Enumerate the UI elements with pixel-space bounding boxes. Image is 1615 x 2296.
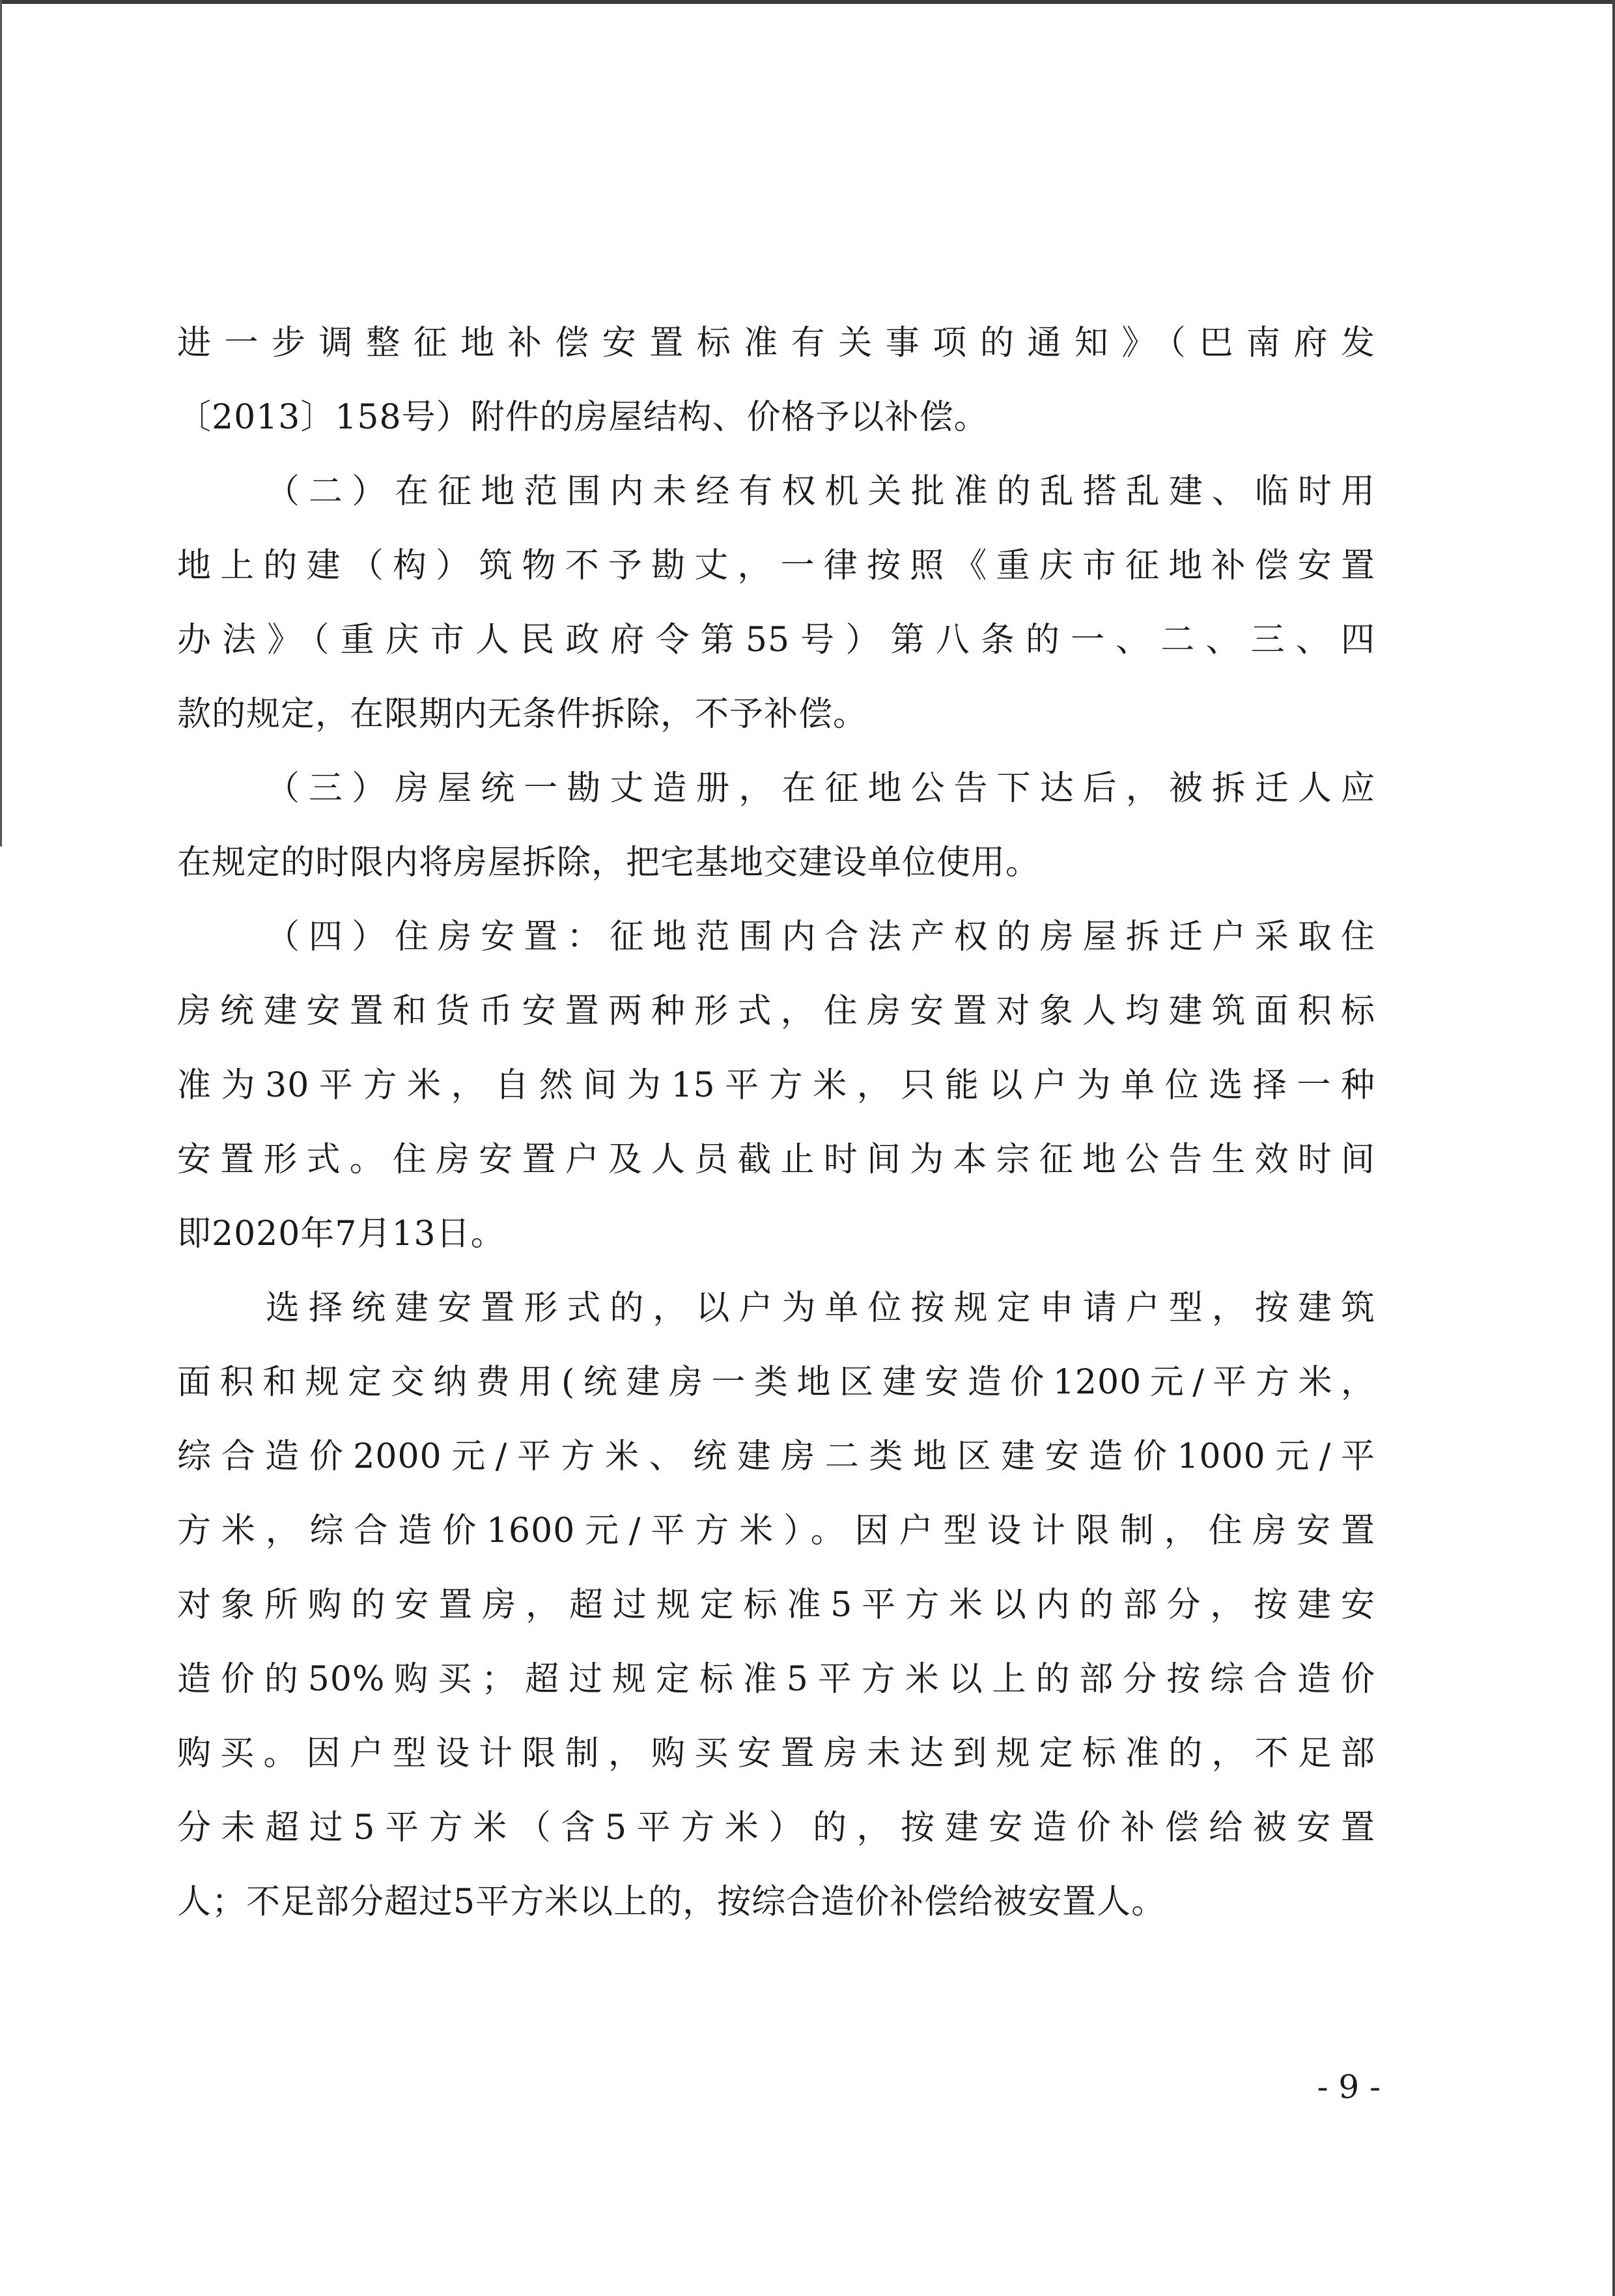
page-number: - 9 - (1317, 2068, 1381, 2106)
scan-border-left (0, 0, 2, 847)
text-line: 即2020年7月13日。 (177, 1214, 505, 1253)
paragraph-item-3 (177, 751, 1375, 900)
text-line: （四）住房安置：征地范围内合法产权的房屋拆迁户采取住 (266, 917, 1375, 957)
text-line: 地上的建（构）筑物不予勘丈，一律按照《重庆市征地补偿安置 (177, 546, 1375, 585)
text-line: 分未超过5平方米（含5平方米）的，按建安造价补偿给被安置 (177, 1808, 1375, 1847)
text-line: 进一步调整征地补偿安置标准有关事项的通知》（巴南府发 (177, 324, 1375, 363)
text-line: 造价的50%购买；超过规定标准5平方米以上的部分按综合造价 (177, 1660, 1375, 1699)
paragraph-unified-housing (177, 1271, 1375, 1939)
text-line: 综合造价2000元/平方米、统建房二类地区建安造价1000元/平 (177, 1437, 1375, 1476)
text-line: 选择统建安置形式的，以户为单位按规定申请户型，按建筑 (266, 1289, 1375, 1328)
text-line: 房统建安置和货币安置两种形式，住房安置对象人均建筑面积标 (177, 992, 1375, 1031)
text-line: 〔2013〕158号）附件的房屋结构、价格予以补偿。 (177, 398, 989, 437)
text-line: （二）在征地范围内未经有权机关批准的乱搭乱建、临时用 (266, 472, 1375, 511)
text-line: 在规定的时限内将房屋拆除，把宅基地交建设单位使用。 (177, 843, 1041, 882)
paragraph-item-2 (177, 455, 1375, 751)
text-line: 购买。因户型设计限制，购买安置房未达到规定标准的，不足部 (177, 1734, 1375, 1773)
text-line: 人；不足部分超过5平方米以上的，按综合造价补偿给被安置人。 (177, 1883, 1166, 1922)
text-line: 准为30平方米，自然间为15平方米，只能以户为单位选择一种 (177, 1066, 1375, 1105)
text-line: 办法》（重庆市人民政府令第55号）第八条的一、二、三、四 (177, 621, 1375, 660)
text-line: （三）房屋统一勘丈造册，在征地公告下达后，被拆迁人应 (266, 769, 1375, 808)
scan-border-right (1612, 0, 1615, 2296)
text-line: 安置形式。住房安置户及人员截止时间为本宗征地公告生效时间 (177, 1140, 1375, 1179)
paragraph-continued (177, 306, 1375, 455)
text-line: 方米，综合造价1600元/平方米）。因户型设计限制，住房安置 (177, 1511, 1375, 1550)
document-body (177, 306, 1375, 1939)
text-line: 款的规定，在限期内无条件拆除，不予补偿。 (177, 695, 868, 734)
text-line: 对象所购的安置房，超过规定标准5平方米以内的部分，按建安 (177, 1586, 1375, 1625)
text-line: 面积和规定交纳费用(统建房一类地区建安造价1200元/平方米， (177, 1363, 1375, 1402)
scan-border-top (0, 0, 1615, 4)
paragraph-item-4 (177, 900, 1375, 1271)
